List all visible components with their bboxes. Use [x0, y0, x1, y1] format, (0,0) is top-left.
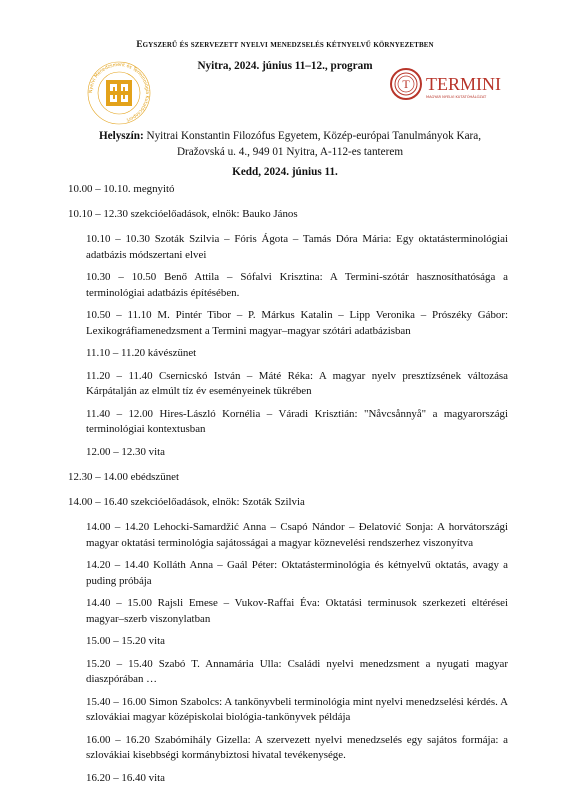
venue-block [90, 128, 490, 160]
talk-item: 14.00 – 14.20 Lehocki-Samardžić Anna – Csapó Nándor – Đelatović Sonja: A horvátországi magyar oktatási terminológia sajátosságai a magyar köznevelési rendszerhez viszonyítva [86, 521, 508, 549]
schedule-item: 10.10 – 12.30 szekcióelőadások, elnök: Bauko János [68, 208, 298, 220]
termini-logo [386, 66, 516, 106]
talk-item: 11.20 – 11.40 Csernicskó István – Máté Réka: A magyar nyelv presztízsének változása Kárpátalján az elmúlt tíz év eseményeinek tükrében [86, 369, 508, 397]
talk-item: 14.20 – 14.40 Kolláth Anna – Gaál Péter: Oktatásterminológia és kétnyelvű oktatás, avagy a puding próbája [86, 559, 508, 587]
discussion-item: 16.20 – 16.40 vita [86, 771, 165, 784]
talk-item: 14.40 – 15.00 Rajsli Emese – Vukov-Raffai Éva: Oktatási terminusok szerkezeti eltérései magyar–szerb viszonylatban [86, 597, 508, 625]
schedule-item: 14.00 – 16.40 szekcióelőadások, elnök: Szoták Szilvia [68, 496, 305, 508]
venue-line1: Nyitrai Konstantin Filozófus Egyetem, Közép-európai Tanulmányok Kara, [146, 130, 482, 142]
talk-item: 10.10 – 10.30 Szoták Szilvia – Fóris Ágota – Tamás Dóra Mária: Egy oktatásterminológiai adatbázis módszertani elvei [86, 233, 508, 261]
talk-item: 15.20 – 15.40 Szabó T. Annamária Ulla: Családi nyelvi menedzsment a nyugati magyar diaszpórában … [86, 657, 508, 685]
conference-title [0, 40, 570, 50]
discussion-item: 12.00 – 12.30 vita [86, 445, 165, 458]
talk-item: 10.30 – 10.50 Benő Attila – Sófalvi Krisztina: A Termini-szótár hasznosíthatósága a terminológiai adatbázis építésében. [86, 271, 508, 299]
venue-label: Helyszín: [98, 130, 144, 142]
day-title: Kedd, 2024. június 11. [232, 166, 338, 178]
research-group-logo [84, 60, 154, 126]
termini-wordmark: TERMINI [426, 74, 501, 94]
logo-ring-text: Nyelvi Menedzsment és Terminológia Kutatócsoport [88, 62, 150, 122]
venue-line2: Dražovská u. 4., 949 01 Nyitra, A-112-es tanterem [176, 146, 404, 158]
termini-tagline: MAGYAR NYELVI KUTATÓHÁLÓZAT [426, 95, 487, 99]
schedule-item: 12.30 – 14.00 ebédszünet [68, 471, 180, 483]
talk-item: 15.40 – 16.00 Simon Szabolcs: A tankönyvbeli terminológia mint nyelvi menedzselési kérdés. A szlovákiai magyar középiskolai biológia-tankönyvek példája [86, 695, 508, 723]
talk-item: 10.50 – 11.10 M. Pintér Tibor – P. Márkus Katalin – Lipp Veronika – Prószéky Gábor: Lexikográfiamenedzsment a Termini magyar–magyar szótári adatbázisban [86, 309, 508, 337]
research-group-logo-icon [84, 60, 154, 126]
schedule-item: 10.00 – 10.10. megnyitó [68, 183, 175, 195]
conference-title-text: Egyszerű és szervezett nyelvi menedzselés kétnyelvű környezetben [136, 40, 434, 50]
program-subtitle: Nyitra, 2024. június 11–12., program [197, 60, 373, 72]
break-item: 11.10 – 11.20 kávészünet [86, 347, 197, 359]
talk-item: 11.40 – 12.00 Hires-László Kornélia – Váradi Krisztián: "Nåvcsånnyå" a magyarországi terminológiai kontextusban [86, 407, 508, 435]
termini-t-letter: T [402, 77, 410, 91]
discussion-item: 15.00 – 15.20 vita [86, 635, 165, 647]
schedule [68, 182, 508, 786]
talk-item: 16.00 – 16.20 Szabómihály Gizella: A szervezett nyelvi menedzselés egy sajátos formája: a szlovákiai kisebbségi kormánybiztosi hivatal tevékenysége. [86, 733, 508, 761]
